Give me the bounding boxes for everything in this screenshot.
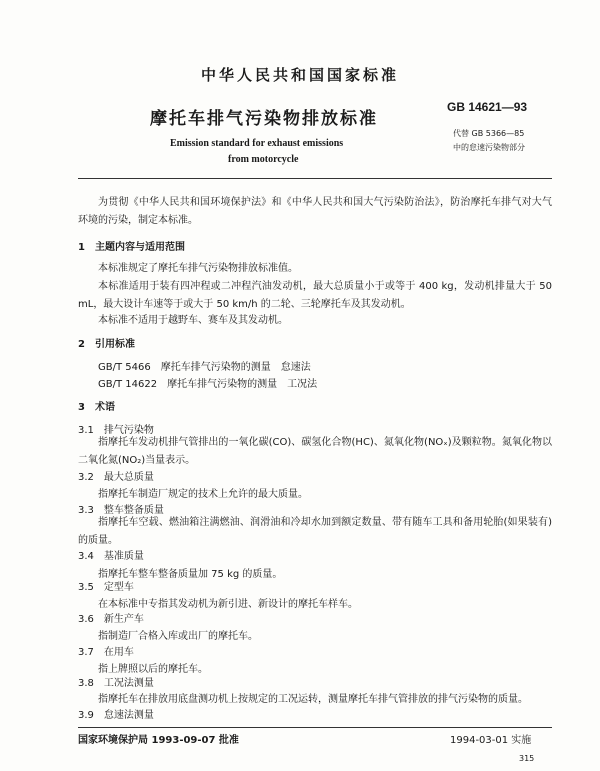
term-3-2-def: 指摩托车制造厂规定的技术上允许的最大质量。: [98, 489, 308, 500]
term-3-5-def: 在本标准中专指其发动机为新引进、新设计的摩托车样车。: [98, 599, 358, 610]
term-3-6-def: 指制造厂合格入库或出厂的摩托车。: [98, 631, 258, 642]
section-1-para-3: 本标准不适用于越野车、赛车及其发动机。: [98, 315, 288, 326]
standard-title-zh: 摩托车排气污染物排放标准: [150, 109, 378, 129]
section-1-heading: 1 主题内容与适用范围: [78, 242, 185, 253]
nation-standard-title: 中华人民共和国国家标准: [200, 66, 399, 84]
standard-title-en-line2: from motorcycle: [228, 154, 299, 165]
term-3-4-def: 指摩托车整车整备质量加 75 kg 的质量。: [98, 569, 283, 580]
replaces-note-line1: 代替 GB 5366—85: [453, 129, 525, 138]
term-3-8-heading: 3.8 工况法测量: [78, 678, 154, 689]
section-1-para-2: 本标准适用于装有四冲程或二冲程汽油发动机，最大总质量小于或等于 400 kg，发动机排量大于 50 mL，最大设计车速等于或大于 50 km/h 的二轮、三轮摩托车及其发动机。: [78, 281, 552, 310]
term-3-7-def: 指上牌照以后的摩托车。: [98, 664, 208, 675]
reference-2: GB/T 14622 摩托车排气污染物的测量 工况法: [98, 379, 318, 390]
term-3-3-def: 指摩托车空载、燃油箱注满燃油、润滑油和冷却水加到额定数量、带有随车工具和备用轮胎(如果装有)的质量。: [78, 517, 552, 546]
standard-code: GB 14621—93: [447, 100, 528, 114]
reference-1: GB/T 5466 摩托车排气污染物的测量 怠速法: [98, 362, 311, 373]
header-rule: [78, 178, 552, 179]
replaces-note-line2: 中的怠速污染物部分: [453, 143, 525, 152]
page-number: 315: [519, 754, 535, 763]
footer-rule: [78, 727, 552, 728]
section-1-para-1: 本标准规定了摩托车排气污染物排放标准值。: [98, 263, 298, 274]
standard-title-en-line1: Emission standard for exhaust emissions: [170, 138, 344, 149]
term-3-1-def: 指摩托车发动机排气管排出的一氧化碳(CO)、碳氢化合物(HC)、氮氧化物(NOₓ)及颗粒物。氮氧化物以二氧化氮(NO₂)当量表示。: [78, 437, 552, 466]
term-3-9-heading: 3.9 怠速法测量: [78, 710, 154, 721]
term-3-7-heading: 3.7 在用车: [78, 647, 134, 658]
section-3-heading: 3 术语: [78, 402, 115, 413]
issued-by: 国家环境保护局 1993-09-07 批准: [78, 735, 239, 746]
term-3-1-heading: 3.1 排气污染物: [78, 425, 154, 436]
term-3-6-heading: 3.6 新生产车: [78, 614, 144, 625]
intro-paragraph: 为贯彻《中华人民共和国环境保护法》和《中华人民共和国大气污染防治法》，防治摩托车排气对大气环境的污染，制定本标准。: [78, 197, 552, 226]
term-3-4-heading: 3.4 基准质量: [78, 551, 144, 562]
term-3-5-heading: 3.5 定型车: [78, 582, 134, 593]
term-3-2-heading: 3.2 最大总质量: [78, 472, 154, 483]
section-2-heading: 2 引用标准: [78, 339, 135, 350]
term-3-3-heading: 3.3 整车整备质量: [78, 505, 164, 516]
term-3-8-def: 指摩托车在排放用底盘测功机上按规定的工况运转，测量摩托车排气管排放的排气污染物的质量。: [98, 694, 528, 705]
effective-date: 1994-03-01 实施: [450, 735, 532, 746]
